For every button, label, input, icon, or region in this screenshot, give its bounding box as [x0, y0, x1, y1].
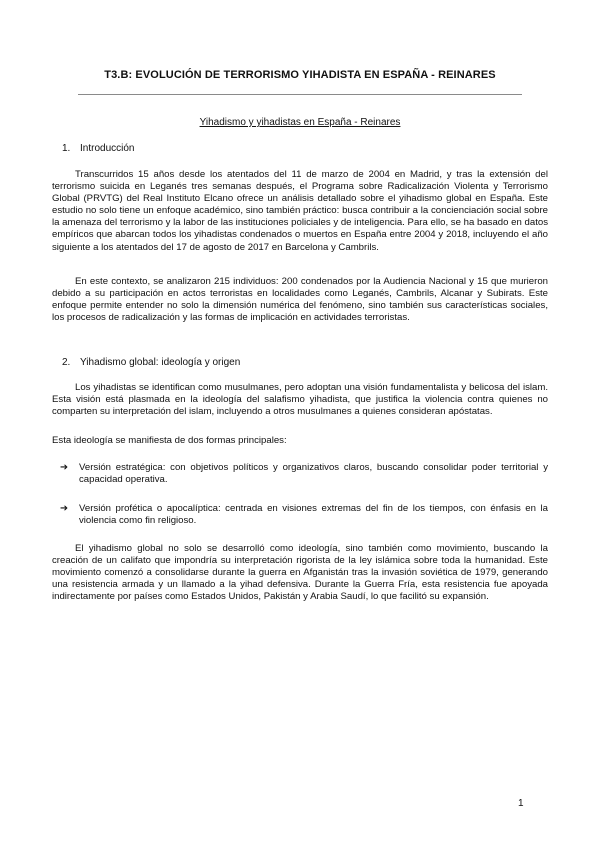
arrow-icon: ➔ [60, 503, 69, 514]
document-subtitle: Yihadismo y yihadistas en España - Reinares [199, 117, 401, 128]
document-title: T3.B: EVOLUCIÓN DE TERRORISMO YIHADISTA EN ESPAÑA - REINARES [104, 69, 496, 81]
ideology-paragraph: Los yihadistas se identifican como musulmanes, pero adoptan una visión fundamentalista y belicosa del islam. Esta visión está plasmada en la ideología del salafismo yihadista, que justifica la violencia contra quienes no comparten su interpretación del islam, incluyendo a otros musulmanes a quienes consideran apóstatas. [52, 382, 548, 418]
ideology-intro-line: Esta ideología se manifiesta de dos formas principales: [52, 435, 287, 446]
section-2-heading [62, 357, 240, 368]
title-divider [78, 94, 522, 95]
section-1-title: Introducción [80, 143, 135, 154]
bullet-item-prophetic [60, 503, 548, 527]
section-2-title: Yihadismo global: ideología y origen [80, 357, 241, 368]
movement-paragraph: El yihadismo global no solo se desarrolló como ideología, sino también como movimiento, buscando la creación de un califato que impondría su interpretación rigorista de la ley islámica sobre toda la humanidad. Este movimiento comenzó a consolidarse durante la guerra en Afganistán tras la invasión soviética de 1979, generando una resistencia armada y un llamado a la yihad defensiva. Durante la Guerra Fría, esta resistencia fue apoyada indirectamente por países como Estados Unidos, Pakistán y Arabia Saudí, lo que facilitó su expansión. [52, 543, 548, 603]
bullet-item-strategic [60, 462, 548, 486]
section-1-number: 1. [62, 143, 71, 154]
bullet-text: Versión estratégica: con objetivos políticos y organizativos claros, buscando consolidar poder territorial y capacidad operativa. [79, 462, 548, 486]
intro-paragraph-1: Transcurridos 15 años desde los atentados del 11 de marzo de 2004 en Madrid, y tras la extensión del terrorismo suicida en Leganés tres semanas después, el Programa sobre Radicalización Violenta y Terrorismo Global (PRVTG) del Real Instituto Elcano ofrece un análisis detallado sobre el yihadismo global en España. Este estudio no solo tiene un enfoque académico, sino también práctico: busca contribuir a la concienciación social sobre la amenaza del terrorismo y la labor de las instituciones policiales y de inteligencia. Para ello, se ha basado en datos empíricos que abarcan todos los yihadistas condenados o muertos en España entre 2004 y 2018, incluyendo el año siguiente a los atentados del 17 de agosto de 2017 en Barcelona y Cambrils. [52, 169, 548, 253]
section-2-number: 2. [62, 357, 71, 368]
section-1-heading [62, 143, 134, 154]
intro-paragraph-2: En este contexto, se analizaron 215 individuos: 200 condenados por la Audiencia Nacional y 15 que murieron debido a su participación en actos terroristas en localidades como Leganés, Cambrils, Alcanar y Subirats. Este enfoque permite entender no solo la dimensión numérica del fenómeno, sino también sus características sociales, los procesos de radicalización y las formas de implicación en actividades terroristas. [52, 276, 548, 324]
bullet-text: Versión profética o apocalíptica: centrada en visiones extremas del fin de los tiempos, con énfasis en la violencia como fin religioso. [79, 503, 548, 527]
page-number: 1 [518, 798, 524, 809]
arrow-icon: ➔ [60, 462, 69, 473]
